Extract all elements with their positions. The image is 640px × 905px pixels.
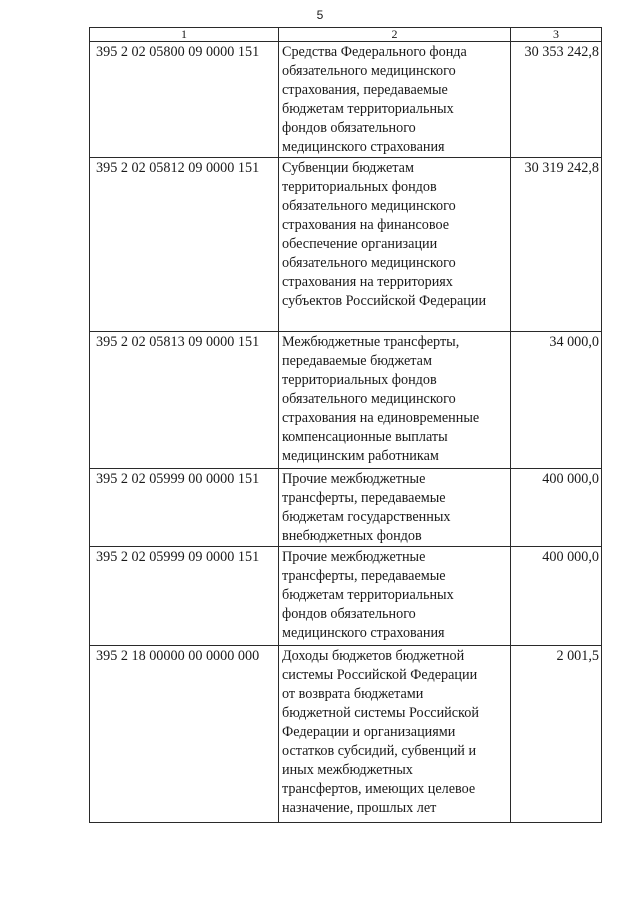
revenue-name-line: бюджетам территориальных: [282, 587, 454, 603]
budget-code-cell: 395 2 02 05813 09 0000 151: [90, 332, 279, 469]
revenue-name-line: назначение, прошлых лет: [282, 800, 437, 816]
revenue-name-line: страхования на единовременные: [282, 410, 480, 426]
revenue-name-line: бюджетам территориальных: [282, 101, 454, 117]
revenue-name-line: компенсационные выплаты: [282, 429, 448, 445]
revenue-name-line: бюджетам государственных: [282, 509, 451, 525]
revenue-name-cell: [279, 158, 511, 332]
revenue-name-line: системы Российской Федерации: [282, 667, 478, 683]
revenue-name-line: обязательного медицинского: [282, 63, 456, 79]
revenue-name-line: Прочие межбюджетные: [282, 549, 426, 565]
revenue-name-line: субъектов Российской Федерации: [282, 293, 487, 309]
revenue-name-line: обеспечение организации: [282, 236, 438, 252]
amount-cell: 2 001,5: [511, 646, 602, 823]
revenue-name-line: фондов обязательного: [282, 120, 416, 136]
budget-code-cell: 395 2 18 00000 00 0000 000: [90, 646, 279, 823]
column-header-amount: 3: [511, 28, 602, 42]
revenue-name-line: обязательного медицинского: [282, 391, 456, 407]
table-row: [90, 547, 602, 646]
revenue-name-line: территориальных фондов: [282, 179, 437, 195]
revenue-name-cell: [279, 469, 511, 547]
revenue-name-line: территориальных фондов: [282, 372, 437, 388]
revenue-name-cell: [279, 332, 511, 469]
revenue-name-line: трансфертов, имеющих целевое: [282, 781, 476, 797]
revenue-name-line: Межбюджетные трансферты,: [282, 334, 460, 350]
revenue-name-line: фондов обязательного: [282, 606, 416, 622]
table-row: [90, 469, 602, 547]
table-row: [90, 158, 602, 332]
budget-revenue-table: [89, 27, 602, 823]
budget-code-cell: 395 2 02 05999 09 0000 151: [90, 547, 279, 646]
revenue-name-line: страхования на финансовое: [282, 217, 450, 233]
revenue-name-line: внебюджетных фондов: [282, 528, 422, 544]
revenue-name-line: Доходы бюджетов бюджетной: [282, 648, 465, 664]
revenue-name-line: Субвенции бюджетам: [282, 160, 414, 176]
revenue-name-line: передаваемые бюджетам: [282, 353, 432, 369]
revenue-name-line: бюджетной системы Российской: [282, 705, 479, 721]
revenue-name-line: Средства Федерального фонда: [282, 44, 467, 60]
budget-code-cell: 395 2 02 05812 09 0000 151: [90, 158, 279, 332]
amount-cell: 34 000,0: [511, 332, 602, 469]
table-header-row: [90, 28, 602, 42]
revenue-name-line: трансферты, передаваемые: [282, 568, 446, 584]
table-row: [90, 646, 602, 823]
revenue-name-line: медицинского страхования: [282, 625, 445, 641]
table-row: [90, 42, 602, 158]
revenue-name-line: трансферты, передаваемые: [282, 490, 446, 506]
revenue-name-line: Прочие межбюджетные: [282, 471, 426, 487]
table-row: [90, 332, 602, 469]
revenue-name-line: от возврата бюджетами: [282, 686, 424, 702]
column-header-code: 1: [90, 28, 279, 42]
amount-cell: 400 000,0: [511, 547, 602, 646]
amount-cell: 30 353 242,8: [511, 42, 602, 158]
revenue-name-line: страхования, передаваемые: [282, 82, 448, 98]
amount-cell: 30 319 242,8: [511, 158, 602, 332]
page-number: 5: [316, 8, 324, 22]
revenue-name-line: обязательного медицинского: [282, 255, 456, 271]
revenue-name-cell: [279, 547, 511, 646]
revenue-name-line: медицинским работникам: [282, 448, 439, 464]
revenue-name-cell: [279, 646, 511, 823]
amount-cell: 400 000,0: [511, 469, 602, 547]
column-header-name: 2: [279, 28, 511, 42]
revenue-name-line: иных межбюджетных: [282, 762, 413, 778]
revenue-name-cell: [279, 42, 511, 158]
budget-code-cell: 395 2 02 05999 00 0000 151: [90, 469, 279, 547]
revenue-name-line: остатков субсидий, субвенций и: [282, 743, 477, 759]
revenue-name-line: обязательного медицинского: [282, 198, 456, 214]
revenue-name-line: Федерации и организациями: [282, 724, 456, 740]
revenue-name-line: медицинского страхования: [282, 139, 445, 155]
revenue-name-line: страхования на территориях: [282, 274, 453, 290]
budget-code-cell: 395 2 02 05800 09 0000 151: [90, 42, 279, 158]
